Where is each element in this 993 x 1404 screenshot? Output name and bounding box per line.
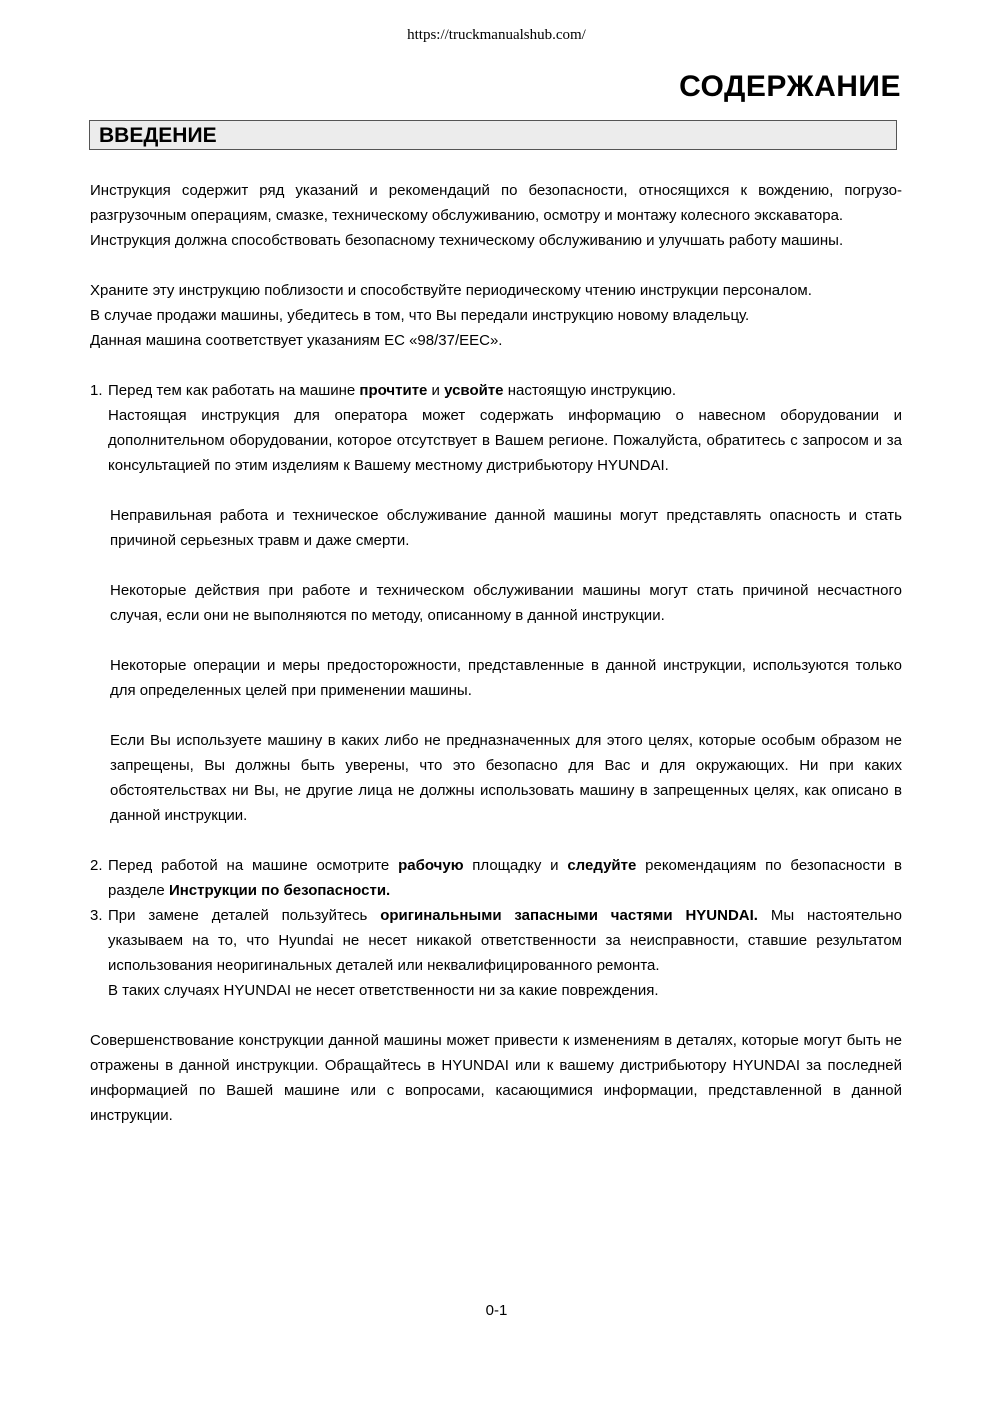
intro-paragraph: Инструкция должна способствовать безопасному техническому обслуживанию и улучшать работу машины. [90, 232, 844, 249]
source-url[interactable]: https://truckmanualshub.com/ [407, 27, 586, 43]
section-heading: ВВЕДЕНИЕ [89, 120, 897, 150]
list-item-note: Если Вы используете машину в каких либо не предназначенных для этого целях, которые особым образом не запрещены, Вы должны быть уверены, что это безопасно для Вас и для окружающих. Ни при каких обстоятельствах ни Вы, не другие лица не должны использовать машину в запрещенных целях, как описано в данной инструкции. [110, 732, 902, 824]
body-text [90, 178, 902, 1128]
list-text: При замене деталей пользуйтесь оригинальными запасными частями HYUNDAI. Мы настоятельно указываем на то, что Hyundai не несет никакой ответственности за неисправности, ставшие результатом использования неоригинальных деталей или неквалифицированного ремонта. [108, 907, 903, 974]
list-item-note: Неправильная работа и техническое обслуживание данной машины могут представлять опасность и стать причиной серьезных травм и даже смерти. [110, 507, 902, 549]
intro-paragraph: Данная машина соответствует указаниям ЕС «98/37/EEC». [90, 332, 503, 349]
list-number: 3. [90, 907, 103, 924]
list-item-3 [90, 903, 902, 978]
list-item-1 [90, 378, 902, 403]
intro-paragraph: Инструкция содержит ряд указаний и рекомендаций по безопасности, относящихся к вождению, погрузо-разгрузочным операциям, смазке, техническому обслуживанию, осмотру и монтажу колесного экскаватора. [90, 182, 902, 224]
list-item-note: Некоторые действия при работе и техническом обслуживании машины могут стать причиной несчастного случая, если они не выполняются по методу, описанному в данной инструкции. [110, 582, 902, 624]
page-number: 0-1 [485, 1302, 508, 1319]
list-item-2 [90, 853, 902, 903]
document-title: СОДЕРЖАНИЕ [679, 70, 901, 103]
intro-paragraph: В случае продажи машины, убедитесь в том, что Вы передали инструкцию новому владельцу. [90, 307, 750, 324]
list-number: 1. [90, 382, 103, 399]
list-item-continuation: В таких случаях HYUNDAI не несет ответственности ни за какие повреждения. [108, 982, 659, 999]
intro-paragraph: Храните эту инструкцию поблизости и способствуйте периодическому чтению инструкции персоналом. [90, 282, 812, 299]
list-text: Перед работой на машине осмотрите рабочую площадку и следуйте рекомендациям по безопасности в разделе Инструкции по безопасности. [108, 857, 902, 899]
list-item-continuation: Настоящая инструкция для оператора может содержать информацию о навесном оборудовании и дополнительном оборудовании, которое отсутствует в Вашем регионе. Пожалуйста, обратитесь с запросом и за консультацией по этим изделиям к Вашему местному дистрибьютору HYUNDAI. [108, 407, 902, 474]
list-item-note: Некоторые операции и меры предосторожности, представленные в данной инструкции, используются только для определенных целей при применении машины. [110, 657, 902, 699]
list-number: 2. [90, 857, 103, 874]
closing-paragraph: Совершенствование конструкции данной машины может привести к изменениям в деталях, которые могут быть не отражены в данной инструкции. Обращайтесь в HYUNDAI или к вашему дистрибьютору HYUNDAI за последней информацией по Вашей машине или с вопросами, касающимися информации, представленной в данной инструкции. [90, 1032, 902, 1124]
list-text: Перед тем как работать на машине прочтите и усвойте настоящую инструкцию. [108, 382, 677, 399]
